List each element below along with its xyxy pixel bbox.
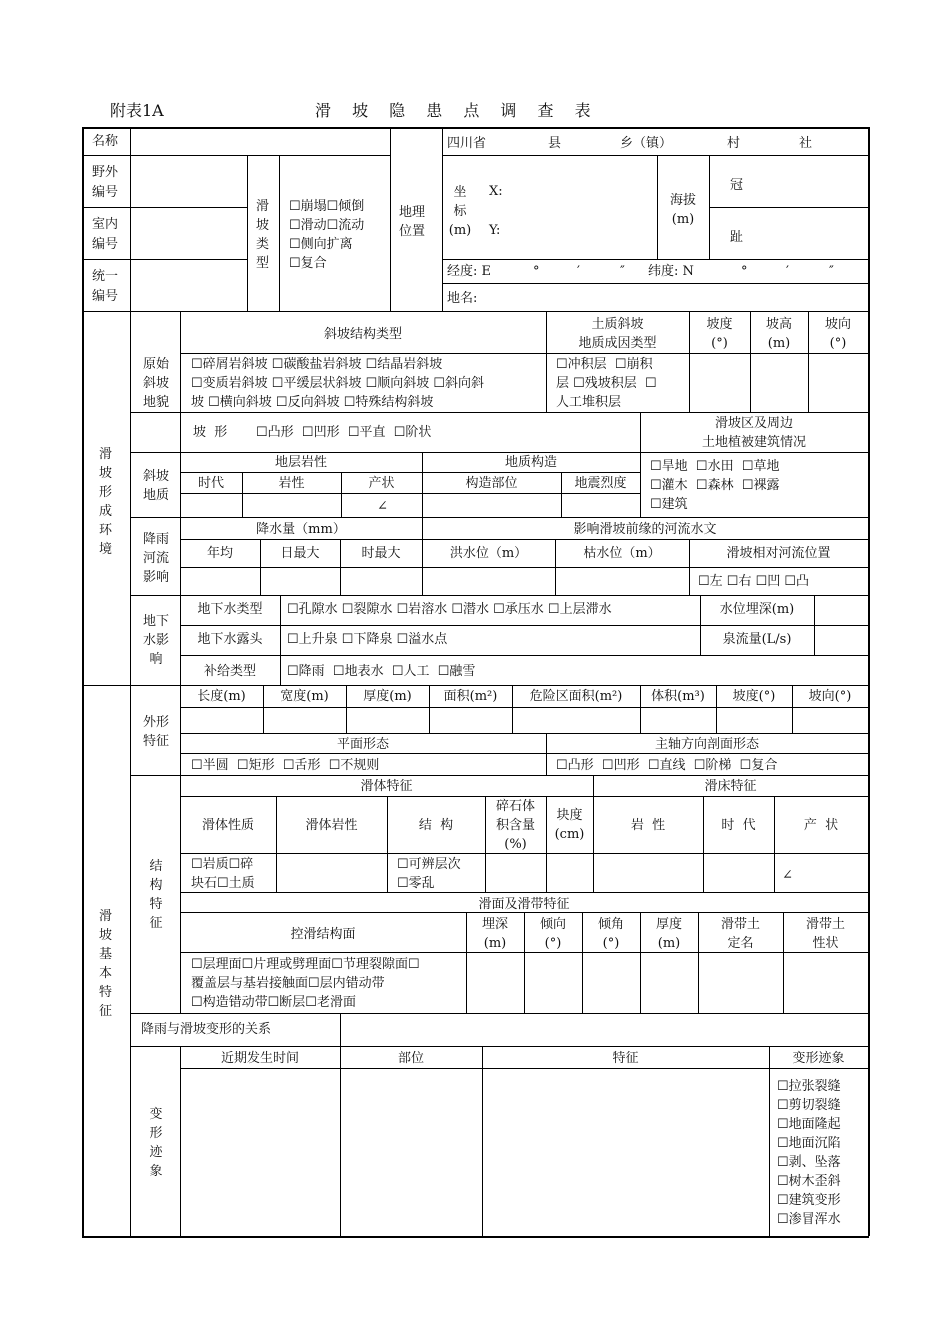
bed-lithology-header: 岩 性 (630, 818, 666, 833)
gw-type-options[interactable]: ☐孔隙水 ☐裂隙水 ☐岩溶水 ☐潜水 ☐承压水 ☐上层滞水 (287, 602, 612, 617)
landform-label: 原始 斜坡 地貌 (142, 357, 169, 410)
bed-attitude-header: 产 状 (803, 818, 839, 833)
slope-height-header: 坡高 (m) (765, 317, 792, 351)
body-nature-header: 滑体性质 (201, 818, 254, 833)
y-coordinate-label: Y: (489, 223, 501, 238)
shape-features-label: 外形 特征 (142, 715, 169, 749)
slope-shape-label: 坡 形 (193, 425, 228, 440)
vegetation-options[interactable]: ☐旱地 ☐水田 ☐草地 ☐灌木 ☐森林 ☐裸露 ☐建筑 (650, 459, 780, 512)
slope-angle-header: 坡度 (°) (706, 317, 733, 351)
env-section-label: 滑 坡 形 成 环 境 (99, 447, 113, 557)
gw-type-label: 地下水类型 (197, 602, 263, 617)
field-no-label: 野外 编号 (92, 165, 119, 200)
river-position-options[interactable]: ☐左 ☐右 ☐凹 ☐凸 (698, 574, 810, 589)
township-label: 乡（镇） (620, 136, 673, 151)
geo-position-label: 地理 位置 (399, 205, 426, 239)
profile-shape-header: 主轴方向剖面形态 (654, 737, 759, 752)
lithology-header: 岩性 (278, 476, 305, 491)
groundwater-label: 地下 水影 响 (142, 614, 169, 667)
area-header: 面积(m²) (443, 689, 498, 704)
thickness-header: 厚度(m) (363, 689, 412, 704)
plan-shape-header: 平面形态 (336, 737, 389, 752)
flood-level-header: 洪水位（m） (449, 546, 528, 561)
deformation-signs-header: 变形迹象 (792, 1051, 845, 1066)
profile-shape-options[interactable]: ☐凸形 ☐凹形 ☐直线 ☐阶梯 ☐复合 (556, 758, 778, 773)
body-structure-options[interactable]: ☐可辨层次 ☐零乱 (397, 857, 461, 891)
gw-outcrop-label: 地下水露头 (197, 632, 263, 647)
length-header: 长度(m) (197, 689, 246, 704)
lab-no-label: 室内 编号 (92, 217, 119, 252)
rain-river-label: 降雨 河流 影响 (142, 532, 169, 585)
plan-shape-options[interactable]: ☐半圆 ☐矩形 ☐舌形 ☐不规则 (191, 758, 380, 773)
zone-thickness-header: 厚度 (m) (655, 917, 682, 951)
attitude-header: 产状 (368, 476, 395, 491)
body-features-header: 滑体特征 (360, 779, 413, 794)
slope-structure-type: 斜坡结构类型 (323, 327, 402, 342)
gw-outcrop-options[interactable]: ☐上升泉 ☐下降泉 ☐溢水点 (287, 632, 448, 647)
slope-direction-header: 坡向(°) (808, 689, 852, 704)
annual-avg-header: 年均 (206, 546, 233, 561)
x-coordinate-label: X: (489, 184, 503, 199)
attitude-angle-mark: ∠ (377, 499, 388, 514)
block-size-header: 块度 (cm) (554, 808, 585, 842)
strata-lithology-header: 地层岩性 (274, 455, 327, 470)
dip-direction-header: 倾向 (°) (539, 917, 566, 951)
province: 四川省 (447, 136, 487, 151)
form-title: 滑 坡 隐 患 点 调 查 表 (315, 101, 599, 120)
dip-angle-header: 倾角 (°) (597, 917, 624, 951)
basic-section-label: 滑 坡 基 本 特 征 (99, 909, 113, 1019)
toe-label: 趾 (730, 230, 744, 245)
bed-era-header: 时 代 (721, 818, 756, 833)
rain-relation-label: 降雨与滑坡变形的关系 (141, 1022, 272, 1037)
volume-header: 体积(m³) (651, 689, 705, 704)
slope-shape-options[interactable]: ☐凸形 ☐凹形 ☐平直 ☐阶状 (256, 425, 432, 440)
lat-minute-mark: ′ (786, 264, 789, 279)
slope-geology-label: 斜坡 地质 (142, 469, 169, 503)
unified-no-label: 统一 编号 (92, 269, 119, 304)
width-header: 宽度(m) (280, 689, 329, 704)
recent-time-header: 近期发生时间 (220, 1051, 299, 1066)
slope-aspect-header: 坡向 (°) (824, 317, 851, 351)
recharge-options[interactable]: ☐降雨 ☐地表水 ☐人工 ☐融雪 (287, 664, 476, 679)
community-label: 社 (799, 136, 813, 151)
coordinate-label: 坐 标 (m) (448, 185, 472, 238)
lon-minute-mark: ′ (577, 264, 580, 279)
name-label: 名称 (92, 134, 119, 149)
elevation-label: 海拔 (m) (669, 193, 696, 227)
crown-label: 冠 (730, 178, 744, 193)
geo-structure-header: 地质构造 (504, 455, 557, 470)
danger-area-header: 危险区面积(m²) (529, 689, 623, 704)
water-depth-label: 水位埋深(m) (719, 602, 795, 617)
hourly-max-header: 时最大 (361, 546, 401, 561)
place-name-label: 地名: (447, 291, 478, 306)
spring-flow-label: 泉流量(L/s) (722, 632, 792, 647)
county-label: 县 (548, 136, 562, 151)
daily-max-header: 日最大 (280, 546, 320, 561)
lon-degree-mark: ° (533, 264, 540, 279)
seismic-intensity-header: 地震烈度 (574, 476, 627, 491)
river-relative-position-header: 滑坡相对河流位置 (726, 546, 831, 561)
bed-attitude-angle-mark: ∠ (782, 868, 793, 883)
structure-features-label: 结 构 特 征 (149, 859, 163, 931)
soil-origin-type: 土质斜坡 地质成因类型 (578, 317, 657, 351)
structure-position-header: 构造部位 (465, 476, 518, 491)
era-header: 时代 (197, 476, 224, 491)
deformation-label: 变 形 迹 象 (149, 1107, 163, 1179)
body-structure-header: 结 构 (418, 818, 454, 833)
slope-structure-options[interactable]: ☐碎屑岩斜坡 ☐碳酸盐岩斜坡 ☐结晶岩斜坡 ☐变质岩斜坡 ☐平缓层状斜坡 ☐顺向斜坡 ☐斜向斜 坡 ☐横向斜坡 ☐反向斜坡 ☐特殊结构斜坡 (191, 357, 485, 410)
control-surface-options[interactable]: ☐层理面☐片理或劈理面☐节理裂隙面☐ 覆盖层与基岩接触面☐层内错动带 ☐构造错动带☐断层☐老滑面 (191, 957, 420, 1010)
vegetation-title: 滑坡区及周边 土地植被建筑情况 (701, 416, 806, 450)
village-label: 村 (727, 136, 741, 151)
lat-degree-mark: ° (741, 264, 748, 279)
position-header: 部位 (397, 1051, 424, 1066)
rainfall-header: 降水量（mm） (256, 522, 346, 537)
lat-second-mark: ″ (829, 264, 834, 279)
slide-type-options[interactable]: ☐崩塌☐倾倒 ☐滑动☐流动 ☐侧向扩离 ☐复合 (289, 199, 365, 271)
river-hydrology-header: 影响滑坡前缘的河流水文 (573, 522, 717, 537)
gravel-content-header: 碎石体 积含量 (%) (495, 799, 535, 852)
body-nature-options[interactable]: ☐岩质☐碎 块石☐土质 (191, 857, 255, 891)
longitude-label: 经度: E (447, 264, 492, 279)
bed-features-header: 滑床特征 (704, 779, 757, 794)
slide-type-label: 滑 坡 类 型 (256, 199, 270, 271)
surface-zone-header: 滑面及滑带特征 (478, 897, 570, 912)
slope-degree-header: 坡度(°) (732, 689, 776, 704)
low-level-header: 枯水位（m） (583, 546, 661, 561)
table-number: 附表1A (110, 101, 164, 120)
control-surface-header: 控滑结构面 (290, 927, 356, 942)
burial-depth-header: 埋深 (m) (481, 917, 508, 951)
body-lithology-header: 滑体岩性 (305, 818, 358, 833)
latitude-label: 纬度: N (648, 264, 694, 279)
zone-soil-property-header: 滑带土 性状 (805, 917, 845, 951)
deformation-options[interactable]: ☐拉张裂缝 ☐剪切裂缝 ☐地面隆起 ☐地面沉陷 ☐剥、坠落 ☐树木歪斜 ☐建筑变形 ☐渗冒浑水 (777, 1079, 841, 1227)
zone-soil-name-header: 滑带土 定名 (720, 917, 760, 951)
soil-origin-options[interactable]: ☐冲积层 ☐崩积 层 ☐残坡积层 ☐ 人工堆积层 (556, 357, 657, 410)
recharge-type-label: 补给类型 (203, 664, 256, 679)
lon-second-mark: ″ (620, 264, 625, 279)
feature-header: 特征 (612, 1051, 639, 1066)
